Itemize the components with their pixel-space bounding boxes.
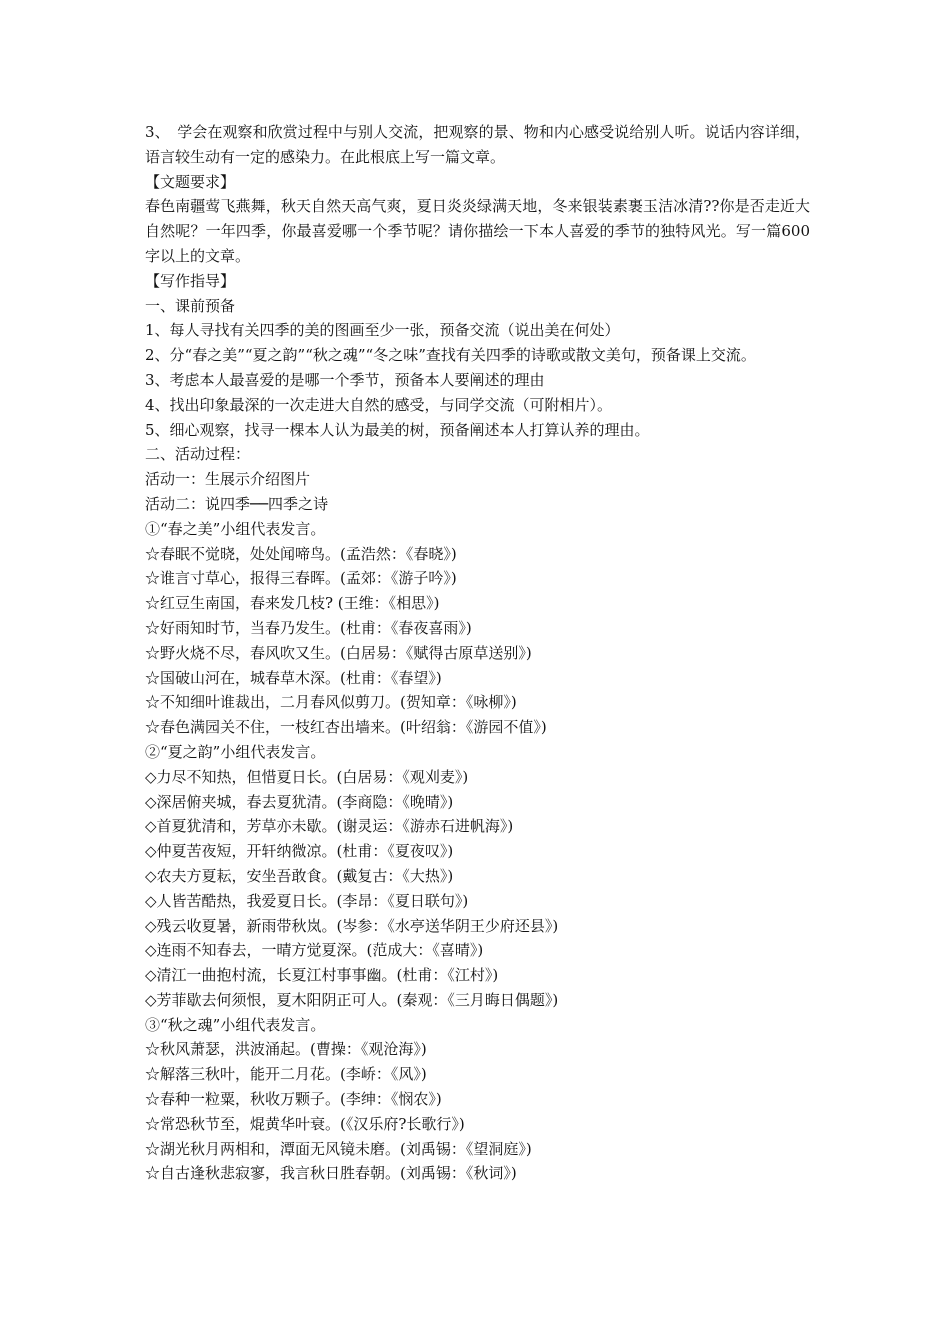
- intro-paragraph: 3、 学会在观察和欣赏过程中与别人交流，把观察的景、物和内心感受说给别人听。说话内容详细，语言较生动有一定的感染力。在此根底上写一篇文章。: [145, 123, 810, 166]
- activity-two: 活动二：说四季──四季之诗: [145, 494, 329, 513]
- summer-poem: ◇首夏犹清和，芳草亦未歇。(谢灵运：《游赤石进帆海》): [145, 817, 514, 836]
- spring-poem: ☆春色满园关不住，一枝红杏出墙来。(叶绍翁：《游园不值》): [145, 718, 547, 737]
- prep-item: 4、找出印象最深的一次走进大自然的感受，与同学交流（可附相片）。: [145, 395, 613, 414]
- spring-poem: ☆春眠不觉晓，处处闻啼鸟。(孟浩然：《春晓》): [145, 544, 457, 563]
- preparation-heading: 一、课前预备: [145, 296, 236, 315]
- requirements-heading: 【文题要求】: [145, 172, 236, 191]
- spring-poem: ☆国破山河在，城春草木深。(杜甫：《春望》): [145, 668, 442, 687]
- spring-poem: ☆红豆生南国，春来发几枝? (王维：《相思》): [145, 594, 440, 613]
- spring-poem: ☆谁言寸草心，报得三春晖。(孟郊：《游子吟》): [145, 569, 457, 588]
- prep-item: 2、分“春之美”“夏之韵”“秋之魂”“冬之味”查找有关四季的诗歌或散文美句，预备课上交流。: [145, 346, 756, 365]
- spring-poem: ☆野火烧不尽，春风吹又生。(白居易：《赋得古原草送别》): [145, 643, 532, 662]
- autumn-poem: ☆解落三秋叶，能开二月花。(李峤：《风》): [145, 1065, 427, 1084]
- summer-poem: ◇深居俯夹城，春去夏犹清。(李商隐：《晚晴》): [145, 792, 454, 811]
- summer-poem: ◇农夫方夏耘，安坐吾敢食。(戴复古：《大热》): [145, 866, 454, 885]
- summer-poem: ◇力尽不知热，但惜夏日长。(白居易：《观刈麦》): [145, 767, 469, 786]
- summer-poem: ◇芳菲歇去何须恨，夏木阳阴正可人。(秦观：《三月晦日偶题》): [145, 990, 559, 1009]
- spring-poem: ☆不知细叶谁裁出，二月春风似剪刀。(贺知章：《咏柳》): [145, 693, 517, 712]
- prep-item: 5、细心观察，找寻一棵本人认为最美的树，预备阐述本人打算认养的理由。: [145, 420, 650, 439]
- autumn-poem: ☆自古逢秋悲寂寥，我言秋日胜春朝。(刘禹锡：《秋词》): [145, 1164, 517, 1183]
- requirements-paragraph: 春色南疆莺飞燕舞，秋天自然天高气爽，夏日炎炎绿满天地，冬来银装素裹玉洁冰清??你是否走近大自然呢？一年四季，你最喜爱哪一个季节呢？请你描绘一下本人喜爱的季节的独特风光。写一篇600字以上的文章。: [145, 197, 810, 265]
- autumn-poem: ☆湖光秋月两相和，潭面无风镜未磨。(刘禹锡：《望洞庭》): [145, 1139, 532, 1158]
- document-body: [145, 120, 810, 1186]
- prep-item: 3、考虑本人最喜爱的是哪一个季节，预备本人要阐述的理由: [145, 370, 545, 389]
- summer-poem: ◇连雨不知春去，一晴方觉夏深。(范成大：《喜晴》): [145, 941, 484, 960]
- prep-item: 1、每人寻找有关四季的美的图画至少一张，预备交流（说出美在何处）: [145, 321, 620, 340]
- summer-poem: ◇残云收夏暑，新雨带秋岚。(岑参：《水亭送华阴王少府还县》): [145, 916, 559, 935]
- guide-heading: 【写作指导】: [145, 271, 236, 290]
- summer-poem: ◇仲夏苦夜短，开轩纳微凉。(杜甫：《夏夜叹》): [145, 842, 454, 861]
- activity-one: 活动一：生展示介绍图片: [145, 470, 311, 489]
- summer-poem: ◇人皆苦酷热，我爱夏日长。(李昂：《夏日联句》): [145, 891, 469, 910]
- autumn-poem: ☆春种一粒粟，秋收万颗子。(李绅：《悯农》): [145, 1090, 442, 1109]
- autumn-heading: ③“秋之魂”小组代表发言。: [145, 1015, 326, 1034]
- process-heading: 二、活动过程：: [145, 445, 251, 464]
- autumn-poem: ☆秋风萧瑟，洪波涌起。(曹操：《观沧海》): [145, 1040, 427, 1059]
- autumn-poem: ☆常恐秋节至，焜黄华叶衰。(《汉乐府?长歌行》): [145, 1114, 465, 1133]
- spring-poem: ☆好雨知时节，当春乃发生。(杜甫：《春夜喜雨》): [145, 618, 472, 637]
- summer-heading: ②“夏之韵”小组代表发言。: [145, 742, 326, 761]
- spring-heading: ①“春之美”小组代表发言。: [145, 519, 326, 538]
- summer-poem: ◇清江一曲抱村流，长夏江村事事幽。(杜甫：《江村》): [145, 966, 499, 985]
